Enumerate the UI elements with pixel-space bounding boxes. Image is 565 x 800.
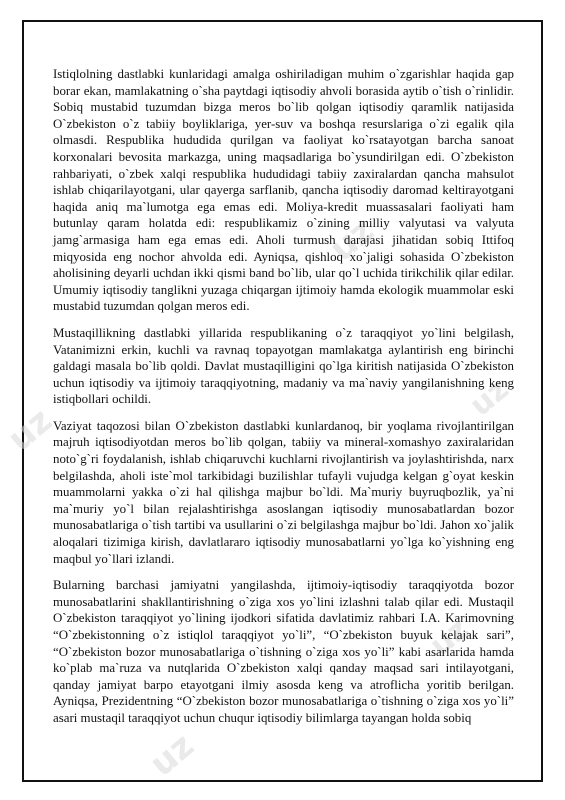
paragraph: Mustaqillikning dastlabki yillarida respublikaning o`z taraqqiyot yo`lini belgilash, Vatanimizni erkin, kuchli va ravnaq topayotgan mamlakatga aylantirish eng birinchi galdagi masala bo`lib qoldi. Davlat mustaqilligini qo`lga kiritish natijasida O`zbekiston uchun iqtisodiy va ijtimoiy taraqqiyotning, madaniy va ma`naviy yangilanishning keng istiqbollari ochildi. [53, 325, 514, 407]
paragraph: Bularning barchasi jamiyatni yangilashda, ijtimoiy-iqtisodiy taraqqiyotda bozor munosabatlarini shakllantirishning o`ziga xos yo`lini izlashni talab qilar edi. Mustaqil O`zbekiston taraqqiyot yo`lining ijodkori sifatida davlatimiz rahbari I.A. Karimovning “O`zbekistonning o`z istiqlol taraqqiyot yo`li”, “O`zbekiston buyuk kelajak sari”, “O`zbekiston bozor munosabatlariga o`tishning o`ziga xos yo`li” kabi asarlarida hamda ko`plab ma`ruza va nutqlarida O`zbekiston xalqi qanday maqsad sari intilayotgani, qanday jamiyat barpo etayotgani ilmiy asosda keng va atroflicha yoritib berilgan. Ayniqsa, Prezidentning “O`zbekiston bozor munosabatlariga o`tishning o`ziga xos yo`li” asari mustaqil taraqqiyot uchun chuqur iqtisodiy bilimlarga tayangan holda sobiq [53, 578, 514, 725]
watermark: uz [463, 371, 516, 424]
watermark: uz [423, 611, 476, 664]
watermark: uz [322, 210, 382, 270]
document-body [53, 66, 514, 737]
watermark: uz [0, 400, 60, 460]
watermark: uz [142, 725, 202, 785]
paragraph: Vaziyat taqozosi bilan O`zbekiston dastlabki kunlardanoq, bir yoqlama rivojlantirilgan majruh iqtisodiyotdan meros bo`lib qolgan, tabiiy va mineral-xomashyo zaxiralaridan noto`g`ri foydalanish, ishlab chiqaruvchi kuchlarni rivojlantirish va joylashtirishda, narx belgilashda, aholi iste`mol tarkibidagi buzilishlar tufayli vujudga kelgan g`oyat keskin muammolarni yakka o`zi hal qilishga majbur bo`ldi. Ma`muriy buyruqbozlik, ya`ni ma`muriy yo`l bilan rejalashtirishga asoslangan iqtisodiy munosabatlardan bozor munosabatlariga o`tish tartibi va usullarini o`zi belgilashga majbur bo`ldi. Jahon xo`jalik aloqalari tizimiga kirish, davlatlararo iqtisodiy munosabatlarni yo`lga ko`yishning eng maqbul yo`llari izlandi. [53, 418, 514, 566]
paragraph: Istiqlolning dastlabki kunlaridagi amalga oshiriladigan muhim o`zgarishlar haqida gap borar ekan, mamlakatning o`sha paytdagi iqtisodiy ahvoli borasida aytib o`tish o`rinlidir. Sobiq mustabid tuzumdan bizga meros bo`lib qolgan iqtisodiy qaramlik natijasida O`zbekiston o`z tabiiy boyliklariga, yer-suv va boshqa resurslariga o`zi egalik qila olmasdi. Respublika hududida qurilgan va faoliyat ko`rsatayotgan barcha sanoat korxonalari bevosita markazga, uning maqsadlariga bo`ysundirilgan edi. O`zbekiston rahbariyati, o`zbek xalqi respublika hududidagi tabiiy zaxiralardan qancha mahsulot ishlab chiqarilayotgani, ular qayerga sarflanib, qancha iqtisodiy daromad keltirayotgani haqida aniq ma`lumotga ega emas edi. Moliya-kredit muassasalari faoliyati ham butunlay qaram holatda edi: respublikamiz o`zining milliy valyutasi va valyuta jamg`armasiga ham ega emas edi. Aholi turmush darajasi jihatidan sobiq Ittifoq miqyosida eng nochor ahvolda edi. Ayniqsa, qishloq xo`jaligi sohasida O`zbekiston aholisining deyarli uchdan ikki qismi band bo`lib, ular qo`l uchida tirikchilik qilar edilar. Umumiy iqtisodiy tanglikni yuzaga chiqargan ijtimoiy hamda ekologik muammolar eski mustabid tuzumdan qolgan meros edi. [53, 67, 514, 314]
